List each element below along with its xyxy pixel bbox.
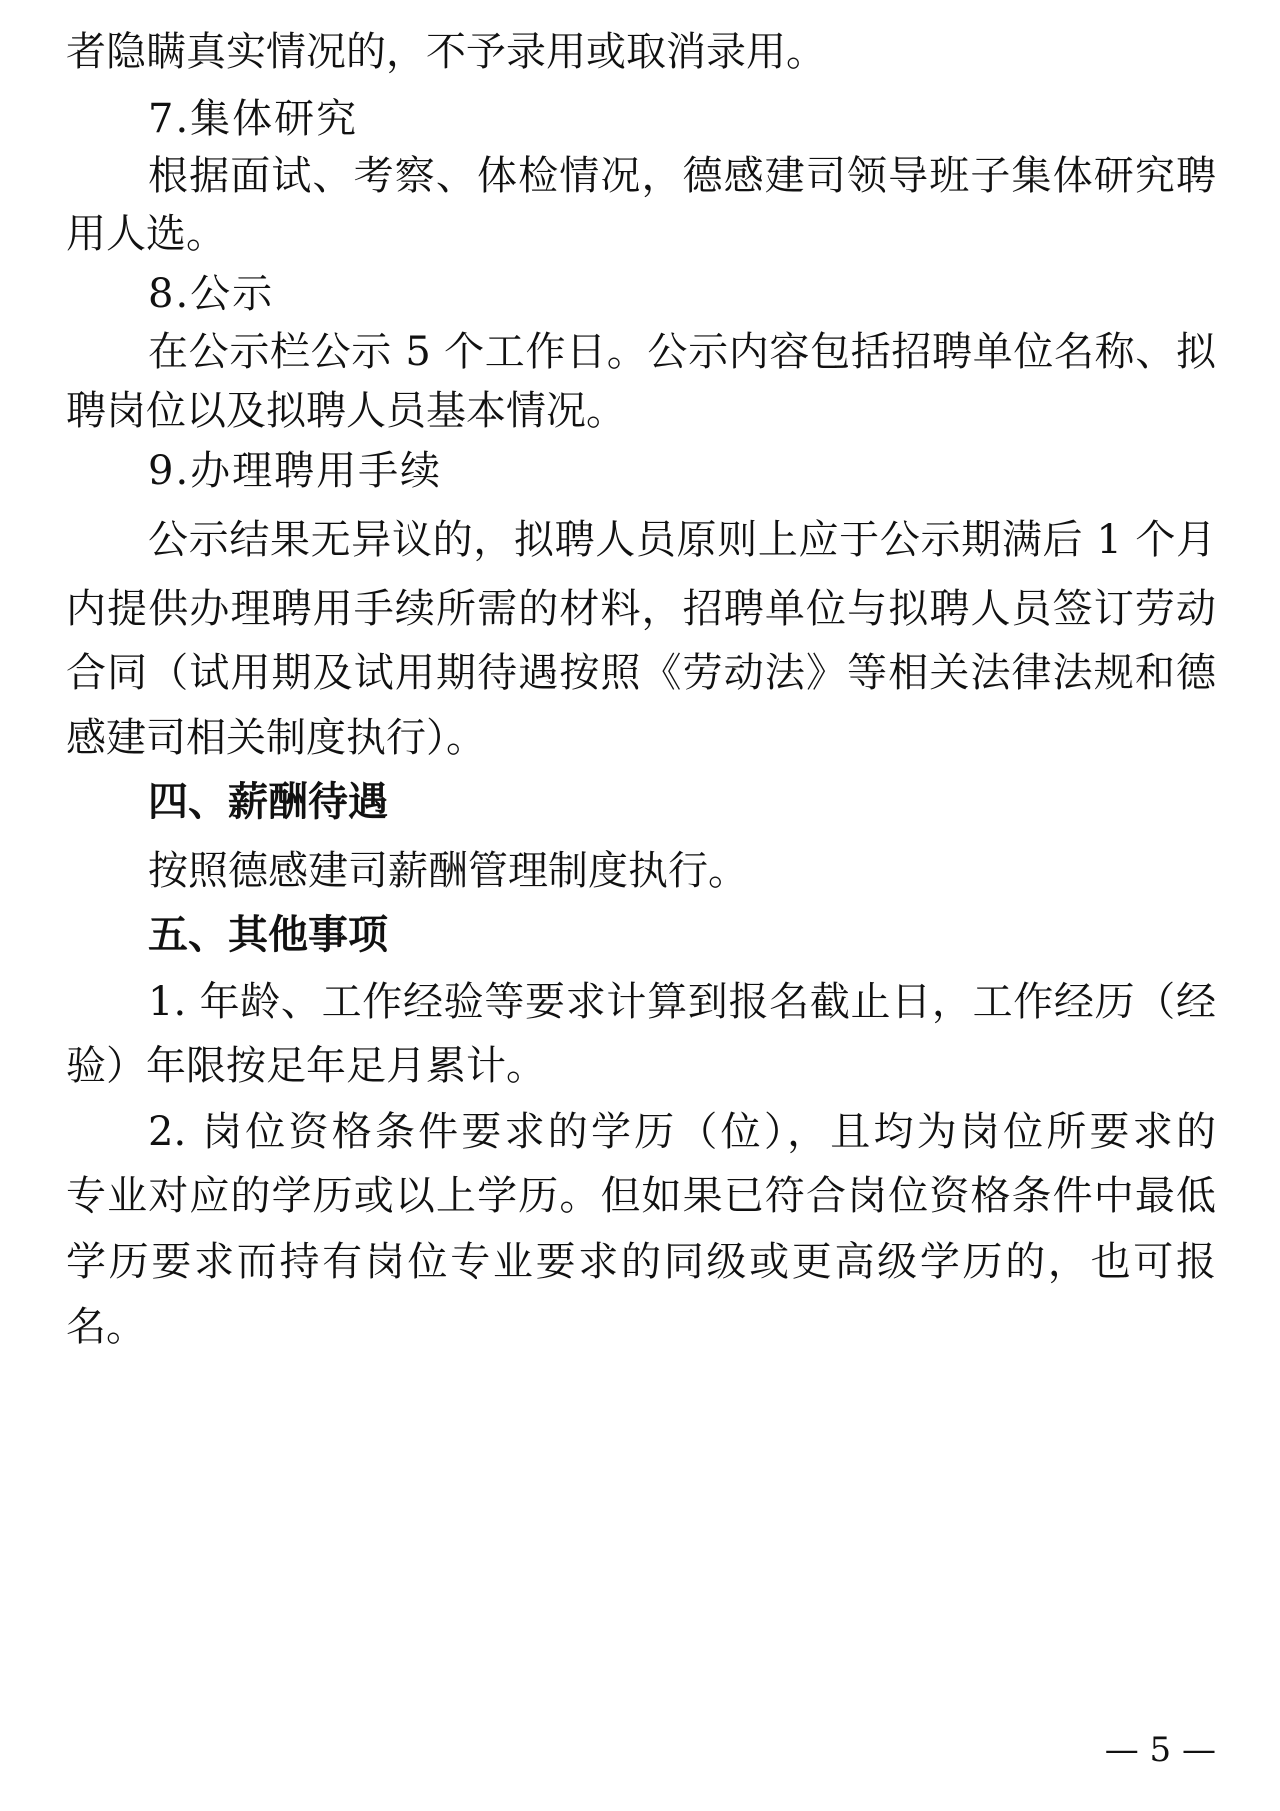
section-heading: 9.办理聘用手续: [148, 448, 443, 494]
text-line: 名。: [66, 1304, 146, 1350]
text-line: 合同（试用期及试用期待遇按照《劳动法》等相关法律法规和德: [66, 650, 1216, 696]
text-line: 用人选。: [66, 211, 226, 257]
text-line: 者隐瞒真实情况的，不予录用或取消录用。: [66, 29, 826, 75]
section-title: 四、薪酬待遇: [148, 779, 388, 825]
text-line: 根据面试、考察、体检情况，德感建司领导班子集体研究聘: [148, 153, 1216, 199]
text-line: 按照德感建司薪酬管理制度执行。: [148, 848, 748, 894]
section-heading: 7.集体研究: [148, 96, 359, 142]
section-title: 五、其他事项: [148, 912, 388, 958]
text-line: 感建司相关制度执行）。: [66, 715, 486, 761]
text-line: 聘岗位以及拟聘人员基本情况。: [66, 388, 626, 434]
text-line: 2. 岗位资格条件要求的学历（位），且均为岗位所要求的: [148, 1109, 1216, 1155]
text-line: 学历要求而持有岗位专业要求的同级或更高级学历的，也可报: [66, 1239, 1216, 1285]
text-line: 验）年限按足年足月累计。: [66, 1043, 546, 1089]
text-line: 在公示栏公示 5 个工作日。公示内容包括招聘单位名称、拟: [148, 329, 1216, 375]
text-line: 公示结果无异议的，拟聘人员原则上应于公示期满后 1 个月: [148, 517, 1216, 563]
section-heading: 8.公示: [148, 271, 275, 317]
text-line: 1. 年龄、工作经验等要求计算到报名截止日，工作经历（经: [148, 979, 1216, 1025]
page-number: — 5 —: [1104, 1730, 1216, 1770]
text-line: 内提供办理聘用手续所需的材料，招聘单位与拟聘人员签订劳动: [66, 586, 1216, 632]
text-line: 专业对应的学历或以上学历。但如果已符合岗位资格条件中最低: [66, 1173, 1216, 1219]
